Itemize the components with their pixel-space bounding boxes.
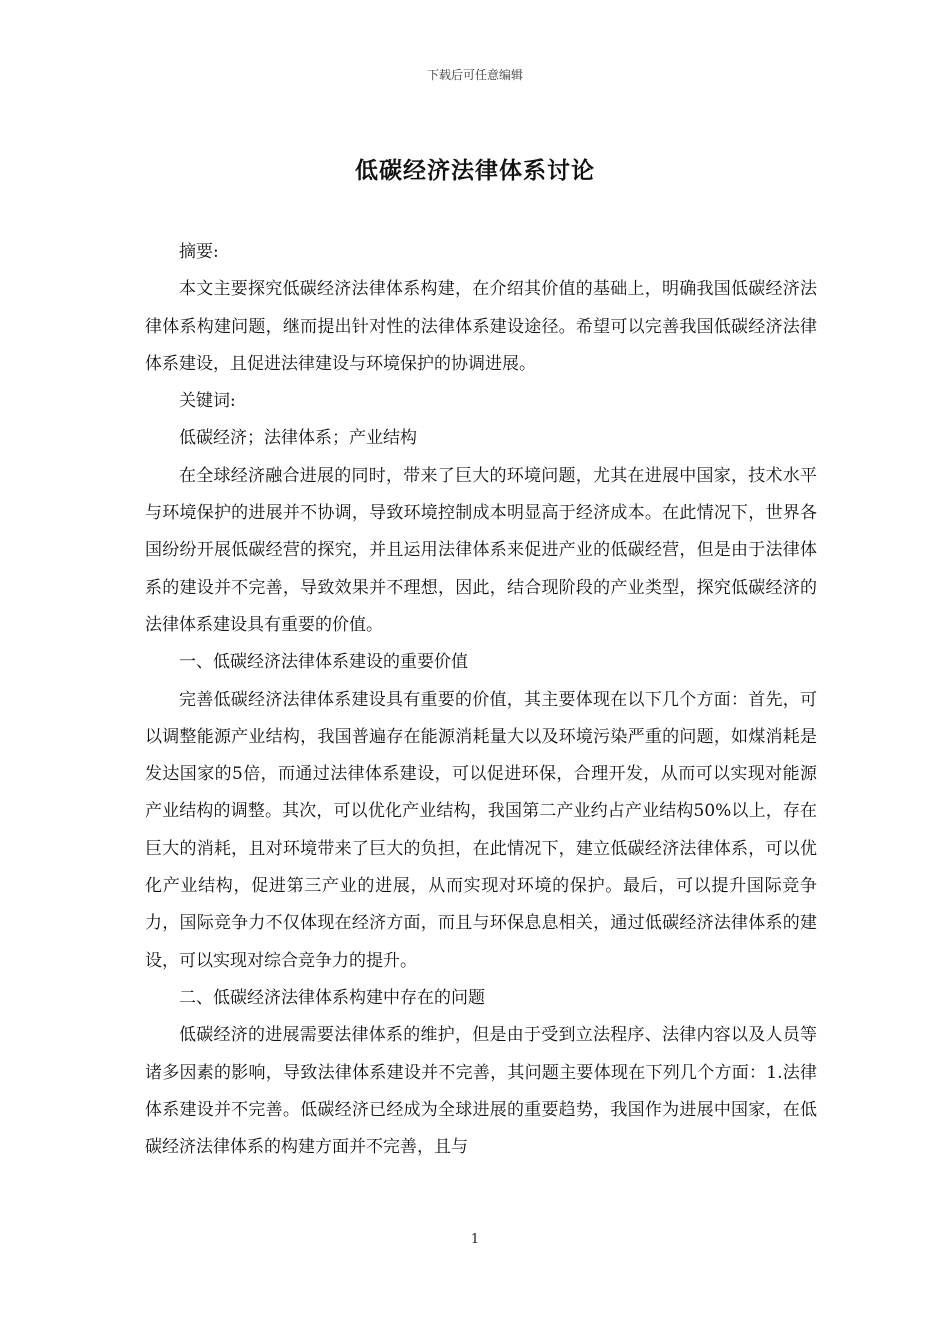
section-heading-1: 一、低碳经济法律体系建设的重要价值 xyxy=(179,652,468,673)
intro-paragraph: 在全球经济融合进展的同时，带来了巨大的环境问题，尤其在进展中国家，技术水平与环境保护的进展并不协调，导致环境控制成本明显高于经济成本。在此情况下，世界各国纷纷开展低碳经营的探究，并且运用法律体系来促进产业的低碳经营，但是由于法律体系的建设并不完善，导致效果并不理想，因此，结合现阶段的产业类型，探究低碳经济的法律体系建设具有重要的价值。 xyxy=(145,465,817,635)
section-heading-2: 二、低碳经济法律体系构建中存在的问题 xyxy=(179,987,485,1008)
section-1-paragraph: 完善低碳经济法律体系建设具有重要的价值，其主要体现在以下几个方面：首先，可以调整能源产业结构，我国普遍存在能源消耗量大以及环境污染严重的问题，如煤消耗是发达国家的5倍，而通过法律体系建设，可以促进环保，合理开发，从而可以实现对能源产业结构的调整。其次，可以优化产业结构，我国第二产业约占产业结构50%以上，存在巨大的消耗，且对环境带来了巨大的负担，在此情况下，建立低碳经济法律体系，可以优化产业结构，促进第三产业的进展，从而实现对环境的保护。最后，可以提升国际竞争力，国际竞争力不仅体现在经济方面，而且与环保息息相关，通过低碳经济法律体系的建设，可以实现对综合竞争力的提升。 xyxy=(145,689,817,971)
keywords-text: 低碳经济；法律体系；产业结构 xyxy=(179,428,417,449)
abstract-label: 摘要: xyxy=(179,242,219,262)
keywords-label: 关键词: xyxy=(179,391,236,412)
document-title: 低碳经济法律体系讨论 xyxy=(355,157,595,184)
page-header: 下载后可任意编辑 xyxy=(426,68,523,82)
page-number: 1 xyxy=(470,1232,480,1247)
document-body xyxy=(145,234,817,1166)
section-2-paragraph: 低碳经济的进展需要法律体系的维护，但是由于受到立法程序、法律内容以及人员等诸多因素的影响，导致法律体系建设并不完善，其问题主要体现在下列几个方面：1.法律体系建设并不完善。低碳经济已经成为全球进展的重要趋势，我国作为进展中国家，在低碳经济法律体系的构建方面并不完善，且与 xyxy=(145,1025,817,1158)
abstract-text: 本文主要探究低碳经济法律体系构建，在介绍其价值的基础上，明确我国低碳经济法律体系构建问题，继而提出针对性的法律体系建设途径。希望可以完善我国低碳经济法律体系建设，且促进法律建设与环境保护的协调进展。 xyxy=(145,279,817,374)
